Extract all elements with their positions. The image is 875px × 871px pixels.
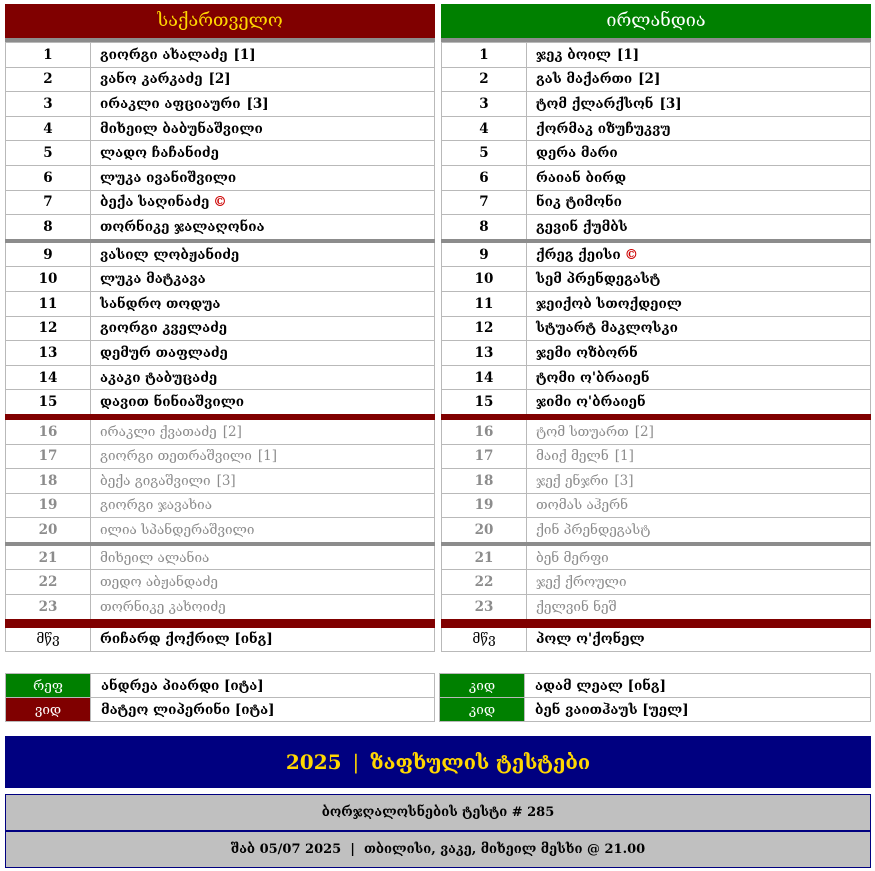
left-team-roster <box>5 42 435 652</box>
player-name-cell <box>527 267 871 292</box>
player-name: თორნიკე კახოიძე <box>100 598 226 615</box>
bench-player-row <box>442 595 871 624</box>
player-name: თედო აბჟანდაძე <box>100 574 218 591</box>
player-name: ირაკლი აფციაური <box>100 95 241 112</box>
player-number: 13 <box>442 341 527 366</box>
player-name: ჯემი ოზბორნ <box>536 344 638 361</box>
official-role: კიდ <box>440 698 525 722</box>
player-name-cell <box>527 141 871 166</box>
player-name-cell <box>527 67 871 92</box>
player-number: 19 <box>442 493 527 518</box>
player-number: 16 <box>442 417 527 444</box>
player-row <box>442 92 871 117</box>
player-row <box>6 291 435 316</box>
player-row <box>442 43 871 68</box>
player-number: 6 <box>442 165 527 190</box>
player-row <box>442 241 871 267</box>
left-team-title: საქართველო <box>5 4 435 42</box>
player-name-cell <box>91 341 435 366</box>
player-name: გიორგი კველაძე <box>100 320 228 337</box>
player-number: 7 <box>6 190 91 215</box>
bench-player-row <box>6 544 435 570</box>
player-name: ტომ სთუართ <box>536 423 629 440</box>
front-row-tag: [3] <box>246 95 269 112</box>
player-number: 7 <box>442 190 527 215</box>
player-name-cell <box>91 116 435 141</box>
player-number: 1 <box>442 43 527 68</box>
front-row-tag: [2] <box>222 423 242 440</box>
player-number: 15 <box>442 390 527 417</box>
player-number: 2 <box>6 67 91 92</box>
player-number: 3 <box>6 92 91 117</box>
player-name-cell <box>91 190 435 215</box>
player-name: ნიკ ტიმონი <box>536 194 622 211</box>
player-row <box>442 165 871 190</box>
bench-player-row <box>6 417 435 444</box>
coach-role: მწვ <box>442 623 527 652</box>
player-number: 22 <box>442 570 527 595</box>
player-name: მიხეილ ალანია <box>100 549 210 566</box>
player-number: 8 <box>442 215 527 241</box>
coach-row <box>442 623 871 652</box>
official-row <box>440 698 871 722</box>
front-row-tag: [1] <box>233 46 256 63</box>
player-name: ქელვინ ნეშ <box>536 598 617 615</box>
player-name-cell <box>91 215 435 241</box>
player-row <box>6 190 435 215</box>
player-row <box>442 215 871 241</box>
player-name-cell <box>527 518 871 544</box>
player-row <box>442 190 871 215</box>
front-row-tag: [1] <box>614 448 634 465</box>
player-name: მიხეილ ბაბუნაშვილი <box>100 120 263 137</box>
player-row <box>6 241 435 267</box>
player-name: სემ პრენდეგასტ <box>536 271 661 288</box>
player-name: გევინ ქუმბს <box>536 218 628 235</box>
player-name-cell <box>91 241 435 267</box>
right-team-roster <box>441 42 871 652</box>
player-name-cell <box>91 493 435 518</box>
player-number: 21 <box>442 544 527 570</box>
player-row <box>442 365 871 390</box>
official-name: ადამ ლეალ [ინგ] <box>525 674 871 698</box>
player-name-cell <box>527 116 871 141</box>
official-row <box>6 698 435 722</box>
player-row <box>6 67 435 92</box>
bench-player-row <box>6 469 435 494</box>
player-number: 17 <box>6 444 91 469</box>
front-row-tag: [3] <box>659 95 682 112</box>
player-number: 15 <box>6 390 91 417</box>
series-banner <box>5 736 871 788</box>
player-name: ბექა გიგაშვილი <box>100 472 211 489</box>
player-number: 17 <box>442 444 527 469</box>
player-name-cell <box>527 165 871 190</box>
front-row-tag: [1] <box>257 448 277 465</box>
player-name-cell <box>91 43 435 68</box>
player-row <box>442 390 871 417</box>
player-number: 2 <box>442 67 527 92</box>
player-name: გიორგი ახალაძე <box>100 46 228 63</box>
player-name: ირაკლი ქვათაძე <box>100 423 217 440</box>
player-name-cell <box>91 291 435 316</box>
match-details-line: შაბ 05/07 2025 | თბილისი, ვაკე, მიხეილ მესხი @ 21.00 <box>5 831 871 868</box>
captain-mark: © <box>213 194 227 211</box>
player-name: დავით ნინიაშვილი <box>100 394 245 411</box>
player-name: გიორგი თეთრაშვილი <box>100 448 252 465</box>
player-name-cell <box>91 518 435 544</box>
match-number-line: ბორჯღალოსნების ტესტი # 285 <box>5 794 871 831</box>
player-name: ტომ ქლარქსონ <box>536 95 654 112</box>
player-number: 23 <box>442 595 527 624</box>
player-number: 11 <box>442 291 527 316</box>
player-name: სტუარტ მაკლოსკი <box>536 320 678 337</box>
player-number: 5 <box>442 141 527 166</box>
bench-player-row <box>6 493 435 518</box>
player-name-cell <box>527 570 871 595</box>
player-row <box>6 390 435 417</box>
front-row-tag: [2] <box>638 71 661 88</box>
player-number: 9 <box>442 241 527 267</box>
player-number: 10 <box>6 267 91 292</box>
official-name: ბენ ვაითჰაუს [უელ] <box>525 698 871 722</box>
official-name: მატეო ლიპერინი [იტა] <box>91 698 435 722</box>
player-name-cell <box>91 595 435 624</box>
player-name: გიორგი ჯავახია <box>100 497 213 514</box>
player-name: ლუკა მატკავა <box>100 271 206 288</box>
player-number: 22 <box>6 570 91 595</box>
player-name-cell <box>527 190 871 215</box>
right-team-title: ირლანდია <box>441 4 871 42</box>
player-name: ქრეგ ქეისი <box>536 246 621 263</box>
player-number: 14 <box>442 365 527 390</box>
player-name-cell <box>91 267 435 292</box>
player-name: ქორმაკ იზუჩუკვუ <box>536 120 671 137</box>
player-name-cell <box>527 493 871 518</box>
player-name: სანდრო თოდუა <box>100 295 221 312</box>
player-number: 21 <box>6 544 91 570</box>
bench-player-row <box>442 417 871 444</box>
player-name-cell <box>527 417 871 444</box>
player-row <box>6 365 435 390</box>
player-name: ჯიმი ო'ბრაიენ <box>536 394 646 411</box>
coach-name: რიჩარდ ქოქრილ [ინგ] <box>91 623 435 652</box>
bench-player-row <box>442 570 871 595</box>
right-team-panel <box>441 4 871 652</box>
official-row <box>6 674 435 698</box>
official-row <box>440 674 871 698</box>
coach-role: მწვ <box>6 623 91 652</box>
player-name: ბექა საღინაძე <box>100 194 210 211</box>
official-name: ანდრეა პიარდი [იტა] <box>91 674 435 698</box>
bench-player-row <box>6 444 435 469</box>
player-number: 18 <box>6 469 91 494</box>
player-name: ჯეიქობ სთოქდეილ <box>536 295 682 312</box>
player-row <box>6 215 435 241</box>
player-name: ჯექ ქროული <box>536 574 627 591</box>
player-row <box>442 267 871 292</box>
official-role: კიდ <box>440 674 525 698</box>
player-row <box>6 165 435 190</box>
player-name-cell <box>91 544 435 570</box>
bench-player-row <box>6 570 435 595</box>
player-row <box>6 316 435 341</box>
front-row-tag: [2] <box>208 71 231 88</box>
player-name-cell <box>91 417 435 444</box>
player-row <box>442 67 871 92</box>
player-name-cell <box>91 390 435 417</box>
player-row <box>442 141 871 166</box>
bench-player-row <box>442 544 871 570</box>
player-name: აკაკი ტაბუცაძე <box>100 369 218 386</box>
player-row <box>6 341 435 366</box>
player-name: დემურ თაფლაძე <box>100 344 228 361</box>
player-name-cell <box>527 341 871 366</box>
player-name-cell <box>91 92 435 117</box>
coach-name: პოლ ო'ქონელ <box>527 623 871 652</box>
player-number: 14 <box>6 365 91 390</box>
bench-player-row <box>6 518 435 544</box>
player-name-cell <box>527 241 871 267</box>
player-name-cell <box>91 365 435 390</box>
official-role: ვიდ <box>6 698 91 722</box>
player-name-cell <box>527 92 871 117</box>
player-row <box>442 116 871 141</box>
player-number: 18 <box>442 469 527 494</box>
player-row <box>6 141 435 166</box>
player-name: თომას აჰერნ <box>536 497 629 514</box>
banner-separator: | <box>352 750 360 774</box>
front-row-tag: [3] <box>614 472 634 489</box>
player-name: თორნიკე ჯალაღონია <box>100 218 265 235</box>
front-row-tag: [1] <box>616 46 640 63</box>
left-team-panel <box>5 4 435 652</box>
player-name-cell <box>91 67 435 92</box>
player-name: ქინ პრენდეგასტ <box>536 522 651 539</box>
banner-year: 2025 <box>285 750 342 774</box>
officials-right <box>439 673 871 722</box>
player-number: 12 <box>6 316 91 341</box>
officials-left <box>5 673 435 722</box>
player-name-cell <box>527 544 871 570</box>
player-number: 5 <box>6 141 91 166</box>
player-name: ჯეკ ბოილ <box>536 46 611 63</box>
official-role: რეფ <box>6 674 91 698</box>
player-name: ილია სპანდერაშვილი <box>100 522 255 539</box>
player-name-cell <box>527 316 871 341</box>
player-row <box>6 43 435 68</box>
player-row <box>6 267 435 292</box>
player-name-cell <box>527 469 871 494</box>
player-number: 8 <box>6 215 91 241</box>
player-name-cell <box>527 291 871 316</box>
player-row <box>442 291 871 316</box>
player-name: ვანო კარკაძე <box>100 71 203 88</box>
player-name: გას მაქართი <box>536 71 633 88</box>
bench-player-row <box>6 595 435 624</box>
player-name: მაიქ მელნ <box>536 448 609 465</box>
player-number: 20 <box>6 518 91 544</box>
banner-title: ზაფხულის ტესტები <box>370 750 591 774</box>
player-name-cell <box>91 141 435 166</box>
player-name-cell <box>527 215 871 241</box>
player-name-cell <box>91 316 435 341</box>
player-row <box>442 316 871 341</box>
captain-mark: © <box>624 246 639 263</box>
player-name-cell <box>91 469 435 494</box>
player-name: რაიან ბირდ <box>536 169 627 186</box>
player-name: ჯექ ენჯრი <box>536 472 609 489</box>
player-number: 10 <box>442 267 527 292</box>
player-name-cell <box>91 165 435 190</box>
player-name-cell <box>527 444 871 469</box>
player-number: 4 <box>6 116 91 141</box>
front-row-tag: [2] <box>634 423 654 440</box>
player-number: 1 <box>6 43 91 68</box>
player-number: 23 <box>6 595 91 624</box>
player-number: 13 <box>6 341 91 366</box>
bench-player-row <box>442 493 871 518</box>
player-number: 6 <box>6 165 91 190</box>
player-name: დერა მარი <box>536 145 618 162</box>
front-row-tag: [3] <box>216 472 236 489</box>
bench-player-row <box>442 469 871 494</box>
player-name: ბენ მერფი <box>536 549 609 566</box>
player-row <box>6 92 435 117</box>
player-number: 12 <box>442 316 527 341</box>
player-name-cell <box>527 390 871 417</box>
player-name-cell <box>527 43 871 68</box>
player-name-cell <box>527 595 871 624</box>
player-number: 3 <box>442 92 527 117</box>
player-number: 4 <box>442 116 527 141</box>
player-row <box>6 116 435 141</box>
player-row <box>442 341 871 366</box>
player-number: 19 <box>6 493 91 518</box>
coach-row <box>6 623 435 652</box>
player-name: ტომი ო'ბრაიენ <box>536 369 650 386</box>
player-number: 9 <box>6 241 91 267</box>
player-name: ვასილ ლობჟანიძე <box>100 246 240 263</box>
player-name: ლადო ჩაჩანიძე <box>100 145 219 162</box>
player-number: 11 <box>6 291 91 316</box>
player-number: 16 <box>6 417 91 444</box>
bench-player-row <box>442 444 871 469</box>
player-name-cell <box>91 570 435 595</box>
player-name-cell <box>527 365 871 390</box>
player-name-cell <box>91 444 435 469</box>
bench-player-row <box>442 518 871 544</box>
player-name: ლუკა ივანიშვილი <box>100 169 237 186</box>
player-number: 20 <box>442 518 527 544</box>
